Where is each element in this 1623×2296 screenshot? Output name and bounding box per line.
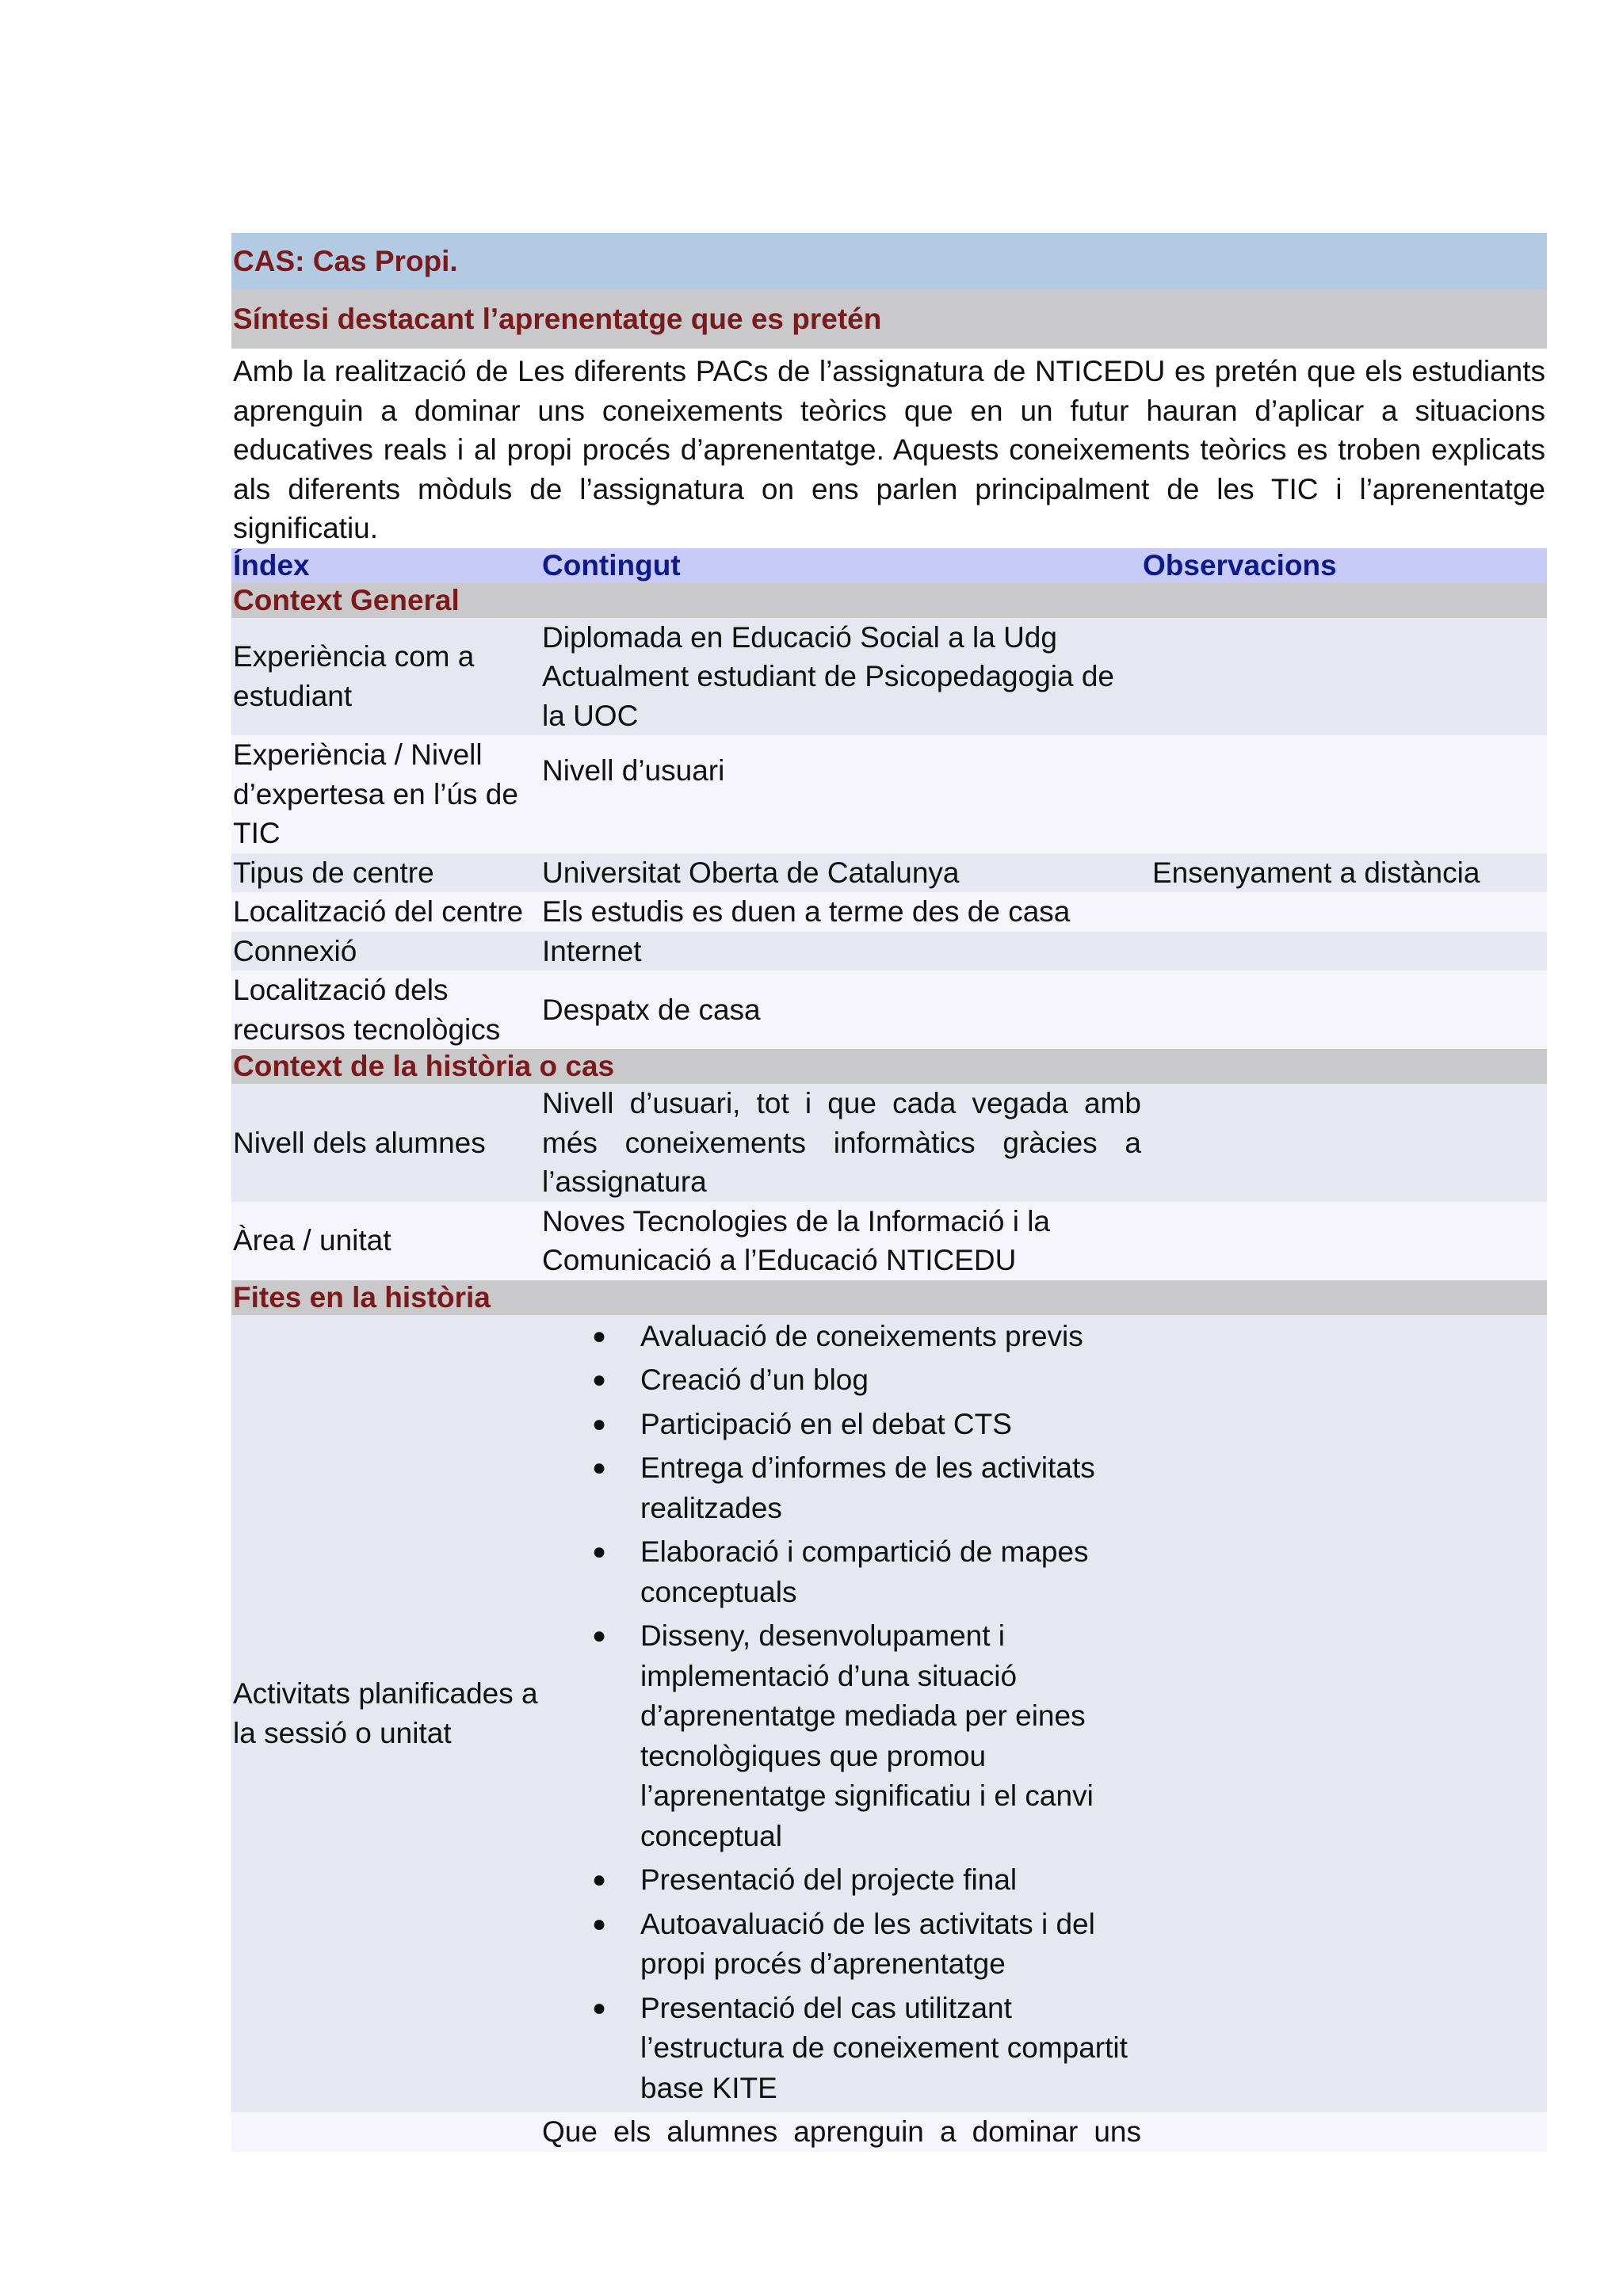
row-index: Connexió [231,932,540,971]
row-observations [1143,971,1547,1049]
table-row [231,932,1547,971]
row-index [231,2112,540,2152]
row-index: Tipus de centre [231,853,540,893]
activities-list [542,1317,1141,2109]
activity-text: Avaluació de coneixements previs [640,1319,1083,1352]
activity-text: Entrega d’informes de les activitats realitzades [640,1451,1095,1524]
bullet-icon: ● [592,1623,607,1649]
activity-list-item [592,1905,1141,1985]
table-row [231,1084,1547,1202]
bullet-icon: ● [592,1455,607,1481]
case-table [231,548,1547,2152]
section-row-story [231,1049,1547,1084]
table-row [231,2112,1547,2152]
row-observations [1143,735,1547,853]
row-observations [1143,932,1547,971]
row-content: Nivell d’usuari [540,735,1143,853]
row-content: Que els alumnes aprenguin a dominar uns [540,2112,1143,2152]
table-row [231,735,1547,853]
section-row-milestones [231,1280,1547,1315]
section-title: Fites en la història [231,1280,1547,1315]
case-document [231,233,1547,2152]
row-index: Experiència com a estudiant [231,618,540,736]
activity-list-item [592,1448,1141,1528]
row-content: Despatx de casa [540,971,1143,1049]
bullet-icon: ● [592,1410,607,1437]
row-content: Universitat Oberta de Catalunya [540,853,1143,893]
activity-list-item [592,1360,1141,1401]
row-content: Els estudis es duen a terme des de casa [540,892,1143,932]
bullet-icon: ● [592,1867,607,1893]
row-index: Localització del centre [231,892,540,932]
row-observations [1143,892,1547,932]
activity-text: Autoavaluació de les activitats i del propi procés d’aprenentatge [640,1907,1095,1980]
bullet-icon: ● [592,1910,607,1937]
table-row [231,618,1547,736]
activity-list-item [592,1616,1141,1856]
row-observations [1143,618,1547,736]
header-content: Contingut [540,548,1143,583]
row-content: Noves Tecnologies de la Informació i la Comunicació a l’Educació NTICEDU [540,1202,1143,1280]
activity-list-item [592,1860,1141,1901]
section-row-general [231,583,1547,618]
table-row [231,1202,1547,1280]
row-content: Nivell d’usuari, tot i que cada vegada amb més coneixements informàtics gràcies a l’assignatura [540,1084,1143,1202]
row-index: Experiència / Nivell d’expertesa en l’ús de TIC [231,735,540,853]
row-observations [1143,2112,1547,2152]
activity-text: Participació en el debat CTS [640,1407,1012,1440]
bullet-icon: ● [592,1367,607,1393]
row-content: Internet [540,932,1143,971]
activity-text: Disseny, desenvolupament i implementació d’una situació d’aprenentatge mediada per eines tecnològiques que promou l’aprenentatge significatiu i el canvi conceptual [640,1619,1094,1852]
activity-list-item [592,1989,1141,2109]
section-title: Context General [231,583,1547,618]
activity-text: Presentació del cas utilitzant l’estructura de coneixement compartit base KITE [640,1991,1128,2104]
bullet-icon: ● [592,1322,607,1349]
row-index: Àrea / unitat [231,1202,540,1280]
activity-text: Elaboració i compartició de mapes conceptuals [640,1535,1089,1608]
row-content: Diplomada en Educació Social a la Udg Actualment estudiant de Psicopedagogia de la UOC [540,618,1143,736]
row-observations [1143,1202,1547,1280]
activities-cell [540,1315,1143,2113]
bullet-icon: ● [592,1994,607,2021]
bullet-icon: ● [592,1539,607,1565]
activity-list-item [592,1405,1141,1445]
row-index: Nivell dels alumnes [231,1084,540,1202]
table-row [231,892,1547,932]
row-observations [1143,1084,1547,1202]
section-title: Context de la història o cas [231,1049,1547,1084]
row-observations [1143,1315,1547,2113]
activity-text: Creació d’un blog [640,1363,869,1396]
header-observations: Observacions [1143,548,1547,583]
synthesis-heading: Síntesi destacant l’aprenentatge que es pretén [231,290,1547,349]
row-observations: Ensenyament a distància [1143,853,1547,893]
activity-list-item [592,1317,1141,1357]
header-index: Índex [231,548,540,583]
row-index: Localització dels recursos tecnològics [231,971,540,1049]
activity-text: Presentació del projecte final [640,1863,1018,1896]
case-title: CAS: Cas Propi. [231,233,1547,290]
table-header-row [231,548,1547,583]
table-row [231,971,1547,1049]
synthesis-text: Amb la realització de Les diferents PACs de l’assignatura de NTICEDU es pretén que els estudiants aprenguin a dominar uns coneixements teòrics que en un futur hauran d’aplicar a situacions educatives reals i al propi procés d’aprenentatge. Aquests coneixements teòrics es troben explicats als diferents mòduls de l’assignatura on ens parlen principalment de les TIC i l’aprenentatge significatiu. [233,355,1545,544]
table-row [231,853,1547,893]
activities-row [231,1315,1547,2113]
activity-list-item [592,1532,1141,1612]
row-index: Activitats planificades a la sessió o unitat [231,1315,540,2113]
